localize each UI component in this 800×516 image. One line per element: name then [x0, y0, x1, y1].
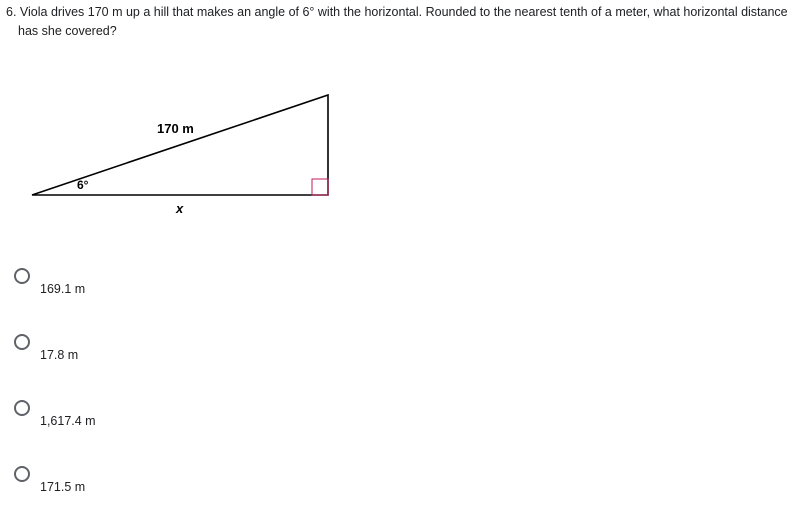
radio-button[interactable] — [14, 466, 30, 482]
answer-choice-1[interactable] — [14, 268, 314, 298]
answer-choice-3[interactable] — [14, 400, 314, 430]
radio-button[interactable] — [14, 268, 30, 284]
base-label: x — [176, 201, 184, 216]
radio-button[interactable] — [14, 400, 30, 416]
question-line-1: 6. Viola drives 170 m up a hill that makes an angle of 6° with the horizontal. Rounded to the nearest tenth of a meter, what horizontal distance — [6, 5, 788, 19]
angle-label: 6° — [77, 178, 89, 192]
right-angle-marker — [312, 179, 328, 195]
choice-label[interactable]: 17.8 m — [40, 348, 79, 362]
question-line-2: has she covered? — [18, 24, 117, 38]
hypotenuse-label: 170 m — [157, 121, 194, 136]
choice-label[interactable]: 1,617.4 m — [40, 414, 96, 428]
choice-label[interactable]: 169.1 m — [40, 282, 86, 296]
radio-button[interactable] — [14, 334, 30, 350]
answer-choice-2[interactable] — [14, 334, 314, 364]
answer-choice-4[interactable] — [14, 466, 314, 496]
choice-label[interactable]: 171.5 m — [40, 480, 86, 494]
